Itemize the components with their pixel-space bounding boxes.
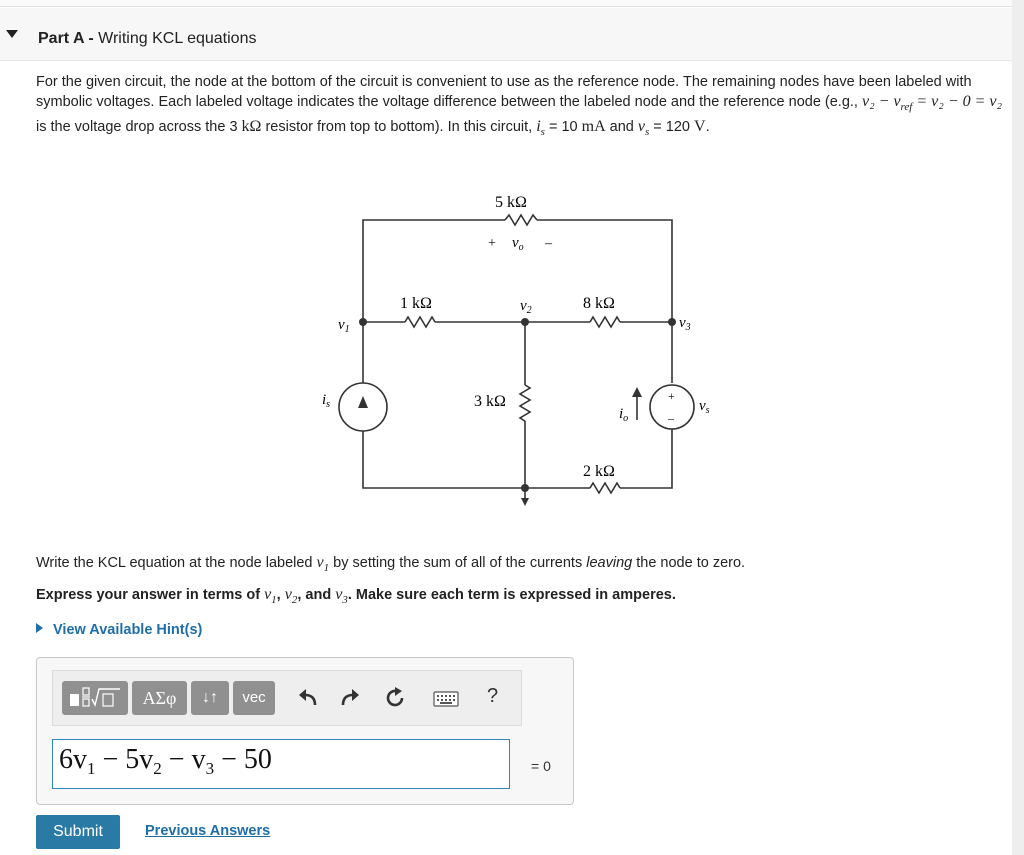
vo-label: $v_o$ (512, 235, 524, 253)
equals-zero-label: = 0 (531, 758, 551, 774)
node-v2 (521, 318, 529, 326)
keyboard-icon[interactable] (433, 691, 459, 707)
submit-button[interactable]: Submit (36, 815, 120, 849)
view-hints-link[interactable]: View Available Hint(s) (36, 622, 202, 638)
node-v3 (668, 318, 676, 326)
io-label: $i_o$ (619, 406, 629, 424)
redo-icon[interactable] (339, 688, 361, 708)
node-reference (521, 484, 529, 492)
help-button[interactable]: ? (487, 685, 499, 707)
part-title: Part A - Writing KCL equations (38, 30, 257, 47)
math-toolbar (52, 670, 522, 726)
expand-triangle-icon (36, 623, 43, 633)
ground-arrow-icon (521, 498, 529, 506)
subscript-superscript-button[interactable]: ↓↑ (191, 681, 229, 715)
fraction-sqrt-icon (62, 681, 128, 715)
v2-label: $v_2$ (520, 298, 532, 316)
vo-minus: – (545, 236, 552, 251)
node-v1 (359, 318, 367, 326)
reset-icon[interactable] (383, 686, 407, 710)
resistor-5k (505, 215, 537, 225)
vo-plus: + (488, 236, 496, 251)
answer-panel (36, 657, 574, 805)
vs-minus: – (668, 411, 674, 425)
greek-symbols-button[interactable]: ΑΣφ (132, 681, 187, 715)
top-divider (0, 0, 1024, 7)
templates-button[interactable] (62, 681, 128, 715)
label-8k: 8 kΩ (583, 295, 615, 312)
source-arrow-icon (358, 396, 368, 408)
label-2k: 2 kΩ (583, 463, 615, 480)
v3-label: $v_3$ (679, 315, 691, 333)
vs-label: $v_s$ (699, 398, 710, 416)
problem-description: For the given circuit, the node at the bottom of the circuit is convenient to use as the reference node. The remaining nodes have been labeled with symbolic voltages. Each labeled voltage indicates the voltage difference between the labeled node and the reference node (e.g., $v_2 - v_{ref} = v_2 - 0 = v_2$ is the voltage drop across the 3 kΩ resistor from top to bottom). In this circuit, $i_s = 10$ mA and $v_s = 120$ V. (36, 74, 1003, 139)
resistor-3k (520, 385, 530, 421)
label-3k: 3 kΩ (474, 393, 506, 410)
answer-input[interactable] (52, 739, 510, 789)
label-5k: 5 kΩ (495, 194, 527, 211)
resistor-8k (590, 317, 620, 327)
previous-answers-link[interactable]: Previous Answers (145, 823, 271, 839)
is-label: $i_s$ (322, 392, 331, 410)
answer-expression: $6v_1 - 5v_2 - v_3 - 50$ (59, 744, 272, 778)
vs-plus: + (668, 389, 675, 403)
vector-button[interactable]: vec (233, 681, 275, 715)
collapse-caret-icon[interactable] (6, 30, 18, 38)
part-header[interactable] (0, 8, 1012, 61)
v1-label: $v_1$ (338, 317, 350, 335)
label-1k: 1 kΩ (400, 295, 432, 312)
undo-icon[interactable] (297, 688, 319, 708)
io-arrow-icon (632, 387, 642, 397)
question-prompt: Write the KCL equation at the node labeled $v_1$ by setting the sum of all of the currents leaving the node to zero. (36, 554, 746, 574)
scrollbar[interactable] (1012, 0, 1024, 855)
answer-instructions: Express your answer in terms of $v_1$, $v_2$, and $v_3$. Make sure each term is expressed in amperes. (36, 586, 676, 606)
resistor-1k (405, 317, 435, 327)
circuit-diagram (300, 180, 740, 520)
resistor-2k (590, 483, 620, 493)
